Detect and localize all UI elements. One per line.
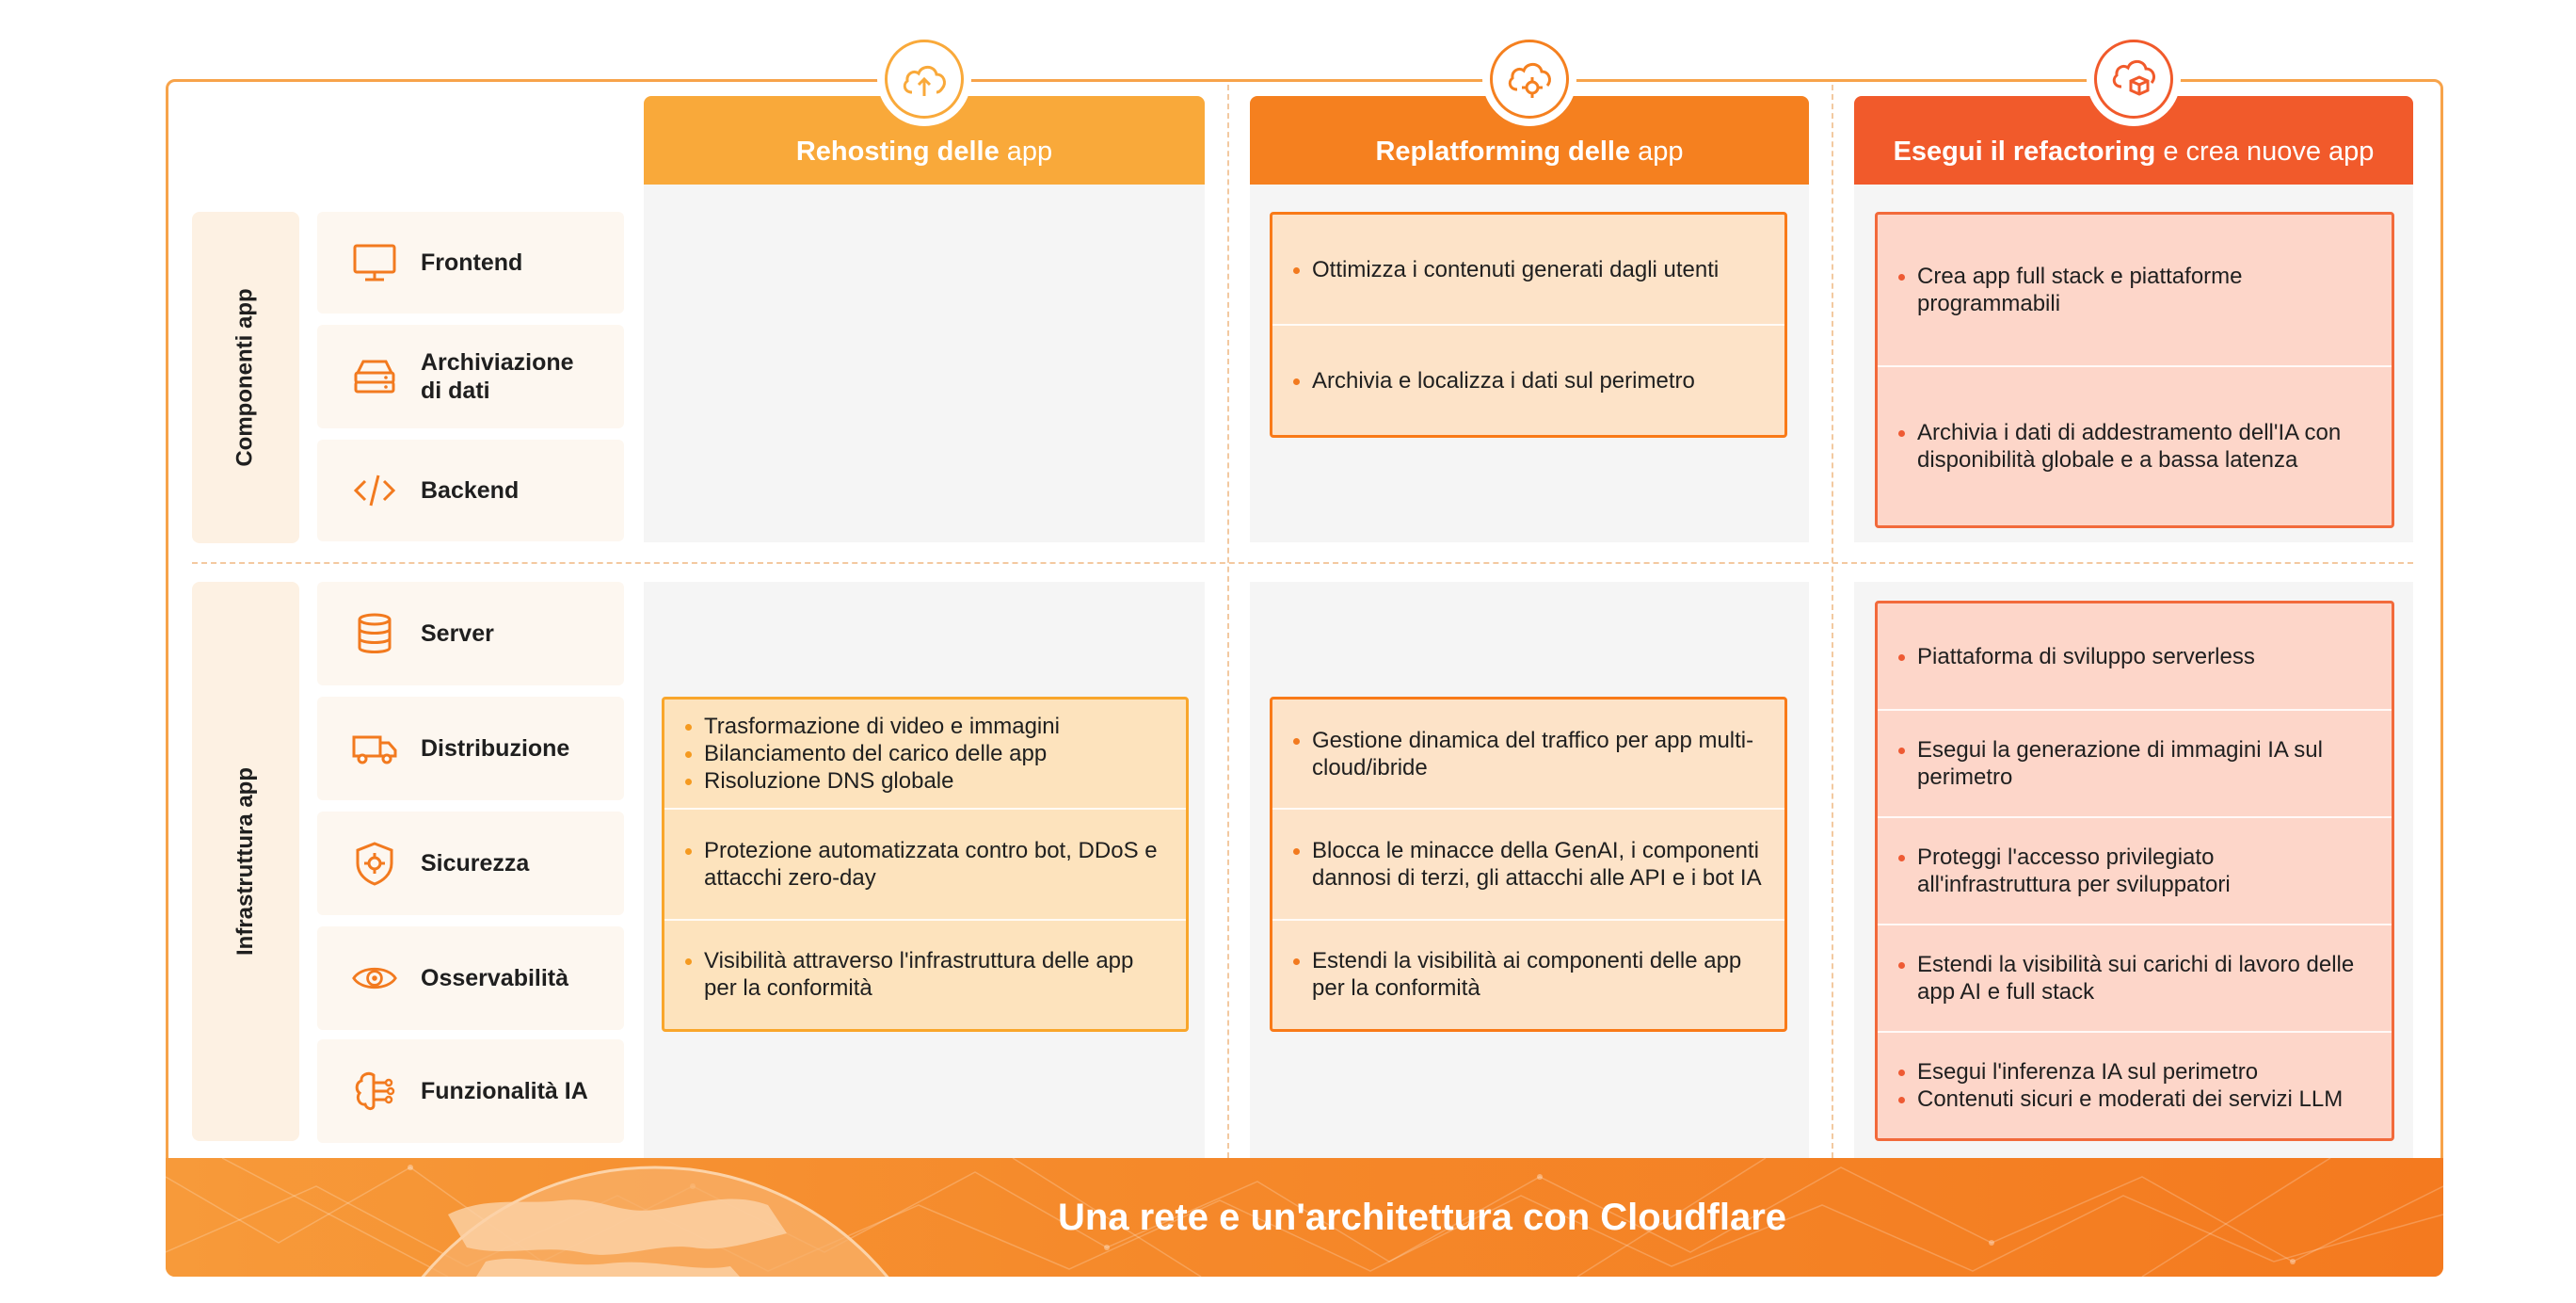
box-section: [1272, 700, 1784, 808]
box-section: [1272, 324, 1784, 435]
list-item: Gestione dinamica del traffico per app multi-cloud/ibride: [1312, 727, 1762, 781]
brain-icon: [351, 1068, 398, 1115]
list-item: Protezione automatizzata contro bot, DDoS e attacchi zero-day: [704, 837, 1163, 892]
replatforming-infra-box: [1270, 697, 1787, 1032]
column-divider: [1227, 85, 1229, 1158]
box-section: [664, 808, 1186, 918]
column-header-replatforming: Replatforming delle app: [1250, 96, 1809, 185]
cloud-cube-icon: [2108, 58, 2159, 100]
footer-title: Una rete e un'architettura con Cloudflare: [1057, 1196, 1787, 1238]
code-icon: [351, 467, 398, 514]
box-section: [1878, 1031, 2392, 1138]
column-divider: [1832, 85, 1833, 1158]
box-section: [1878, 365, 2392, 525]
list-item: Esegui l'inferenza IA sul perimetro: [1917, 1058, 2369, 1086]
rehost-column-bg-components: [644, 185, 1205, 542]
list-item: Archivia e localizza i dati sul perimetro: [1312, 367, 1762, 394]
shield-gear-icon: [351, 840, 398, 887]
list-item: Archivia i dati di addestramento dell'IA con disponibilità globale e a bassa latenza: [1917, 419, 2369, 474]
list-item: Trasformazione di video e immagini: [704, 713, 1163, 740]
list-item: Crea app full stack e piattaforme programmabili: [1917, 263, 2369, 317]
refactoring-components-box: [1875, 212, 2394, 528]
cloud-upload-icon: [899, 60, 950, 98]
infra-distribution: Distribuzione: [317, 697, 624, 800]
refactoring-badge: [2087, 32, 2181, 126]
component-backend: Backend: [317, 440, 624, 541]
truck-icon: [351, 725, 398, 772]
replatforming-badge: [1482, 32, 1576, 126]
box-section: [664, 919, 1186, 1029]
infrastructure-row-label: Infrastruttura app: [192, 582, 299, 1141]
list-item: Contenuti sicuri e moderati dei servizi LLM: [1917, 1086, 2369, 1113]
monitor-icon: [351, 239, 398, 286]
box-section: [1878, 603, 2392, 709]
infra-ai: Funzionalità IA: [317, 1039, 624, 1143]
column-header-rehosting: Rehosting delle app: [644, 96, 1205, 185]
component-storage: Archiviazione di dati: [317, 325, 624, 428]
box-section: [1272, 808, 1784, 918]
infra-security: Sicurezza: [317, 812, 624, 915]
row-divider: [192, 562, 2413, 564]
components-row-label: Componenti app: [192, 212, 299, 543]
list-item: Ottimizza i contenuti generati dagli utenti: [1312, 256, 1762, 283]
list-item: Estendi la visibilità sui carichi di lavoro delle app AI e full stack: [1917, 951, 2369, 1005]
list-item: Piattaforma di sviluppo serverless: [1917, 643, 2369, 670]
box-section: [1878, 924, 2392, 1031]
box-section: [1272, 919, 1784, 1029]
box-section: [1878, 816, 2392, 924]
component-frontend: Frontend: [317, 212, 624, 314]
eye-icon: [351, 955, 398, 1002]
list-item: Esegui la generazione di immagini IA sul perimetro: [1917, 736, 2369, 791]
database-icon: [351, 610, 398, 657]
rehosting-infra-box: [662, 697, 1189, 1032]
cloud-gear-icon: [1504, 59, 1555, 99]
list-item: Risoluzione DNS globale: [704, 767, 1163, 795]
list-item: Blocca le minacce della GenAI, i componenti dannosi di terzi, gli attacchi alle API e i bot IA: [1312, 837, 1762, 891]
box-section: [1878, 215, 2392, 365]
list-item: Estendi la visibilità ai componenti delle app per la conformità: [1312, 947, 1762, 1002]
refactoring-infra-box: [1875, 601, 2394, 1141]
list-item: Visibilità attraverso l'infrastruttura delle app per la conformità: [704, 947, 1163, 1002]
infra-observability: Osservabilità: [317, 926, 624, 1030]
infra-server: Server: [317, 582, 624, 685]
rehosting-badge: [877, 32, 971, 126]
box-section: [664, 700, 1186, 808]
list-item: Bilanciamento del carico delle app: [704, 740, 1163, 767]
replatforming-components-box: [1270, 212, 1787, 438]
storage-icon: [351, 353, 398, 400]
column-header-refactoring: Esegui il refactoring e crea nuove app: [1854, 96, 2413, 185]
box-section: [1272, 215, 1784, 324]
list-item: Proteggi l'accesso privilegiato all'infrastruttura per sviluppatori: [1917, 844, 2369, 898]
box-section: [1878, 709, 2392, 816]
